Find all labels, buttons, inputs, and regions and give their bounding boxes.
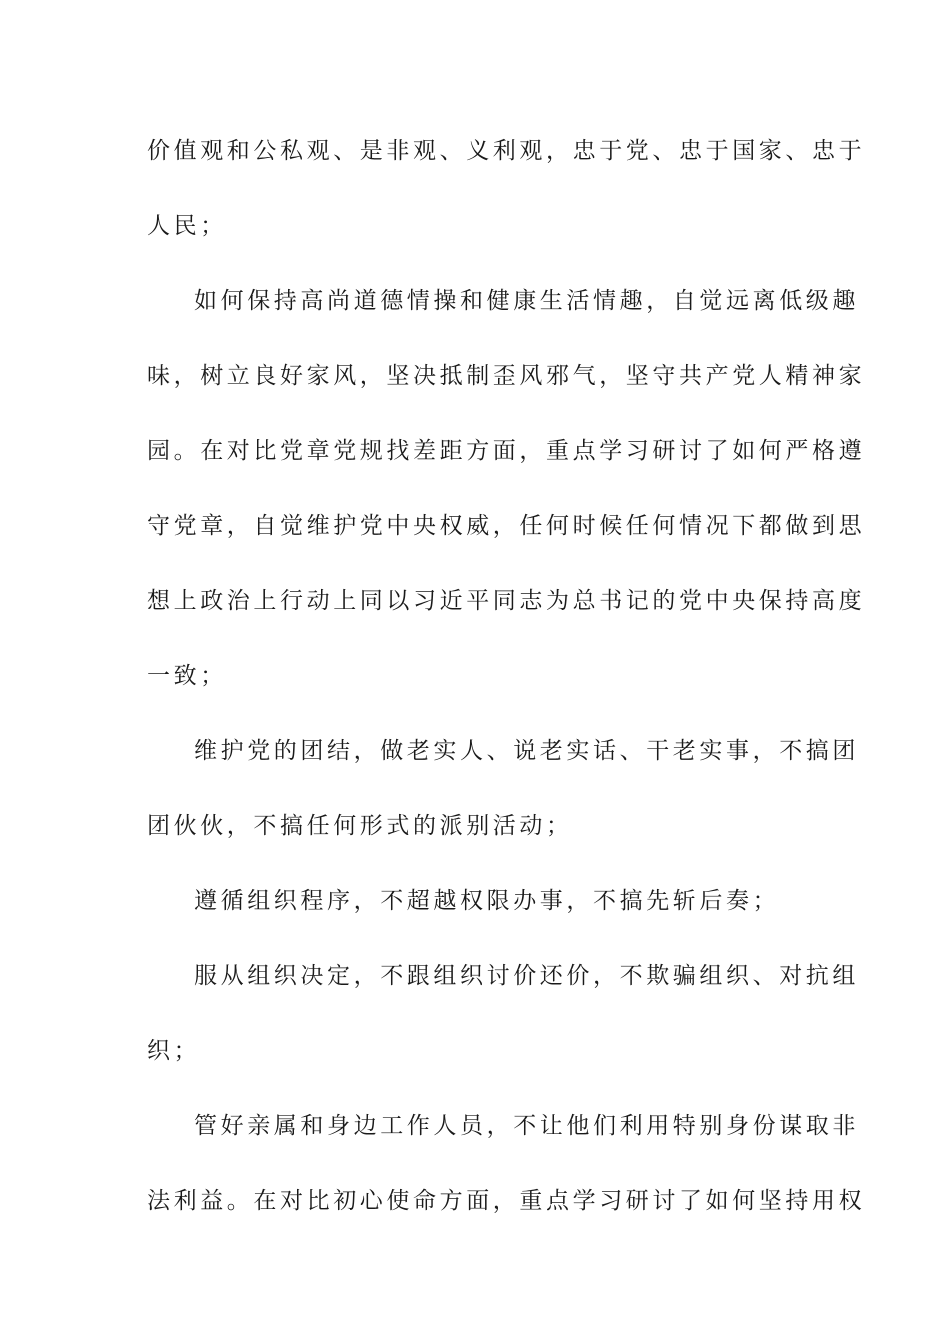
text-line: 守党章，自觉维护党中央权威，任何时候任何情况下都做到思: [147, 513, 866, 539]
text-line: 团伙伙，不搞任何形式的派别活动；: [147, 813, 573, 839]
paragraph-start-line: 维护党的团结，做老实人、说老实话、干老实事，不搞团: [194, 738, 859, 764]
text-line: 一致；: [147, 663, 227, 689]
paragraph-start-line: 管好亲属和身边工作人员，不让他们利用特别身份谋取非: [194, 1113, 859, 1139]
text-line: 园。在对比党章党规找差距方面，重点学习研讨了如何严格遵: [147, 438, 866, 464]
paragraph-start-line: 遵循组织程序，不超越权限办事，不搞先斩后奏；: [194, 888, 780, 914]
text-line: 价值观和公私观、是非观、义利观，忠于党、忠于国家、忠于: [147, 138, 866, 164]
text-line: 想上政治上行动上同以习近平同志为总书记的党中央保持高度: [147, 588, 866, 614]
text-line: 味，树立良好家风，坚决抵制歪风邪气，坚守共产党人精神家: [147, 363, 866, 389]
text-line: 法利益。在对比初心使命方面，重点学习研讨了如何坚持用权: [147, 1188, 866, 1214]
paragraph-start-line: 服从组织决定，不跟组织讨价还价，不欺骗组织、对抗组: [194, 963, 859, 989]
paragraph-start-line: 如何保持高尚道德情操和健康生活情趣，自觉远离低级趣: [194, 288, 859, 314]
text-line: 人民；: [147, 213, 227, 239]
text-line: 织；: [147, 1038, 201, 1064]
